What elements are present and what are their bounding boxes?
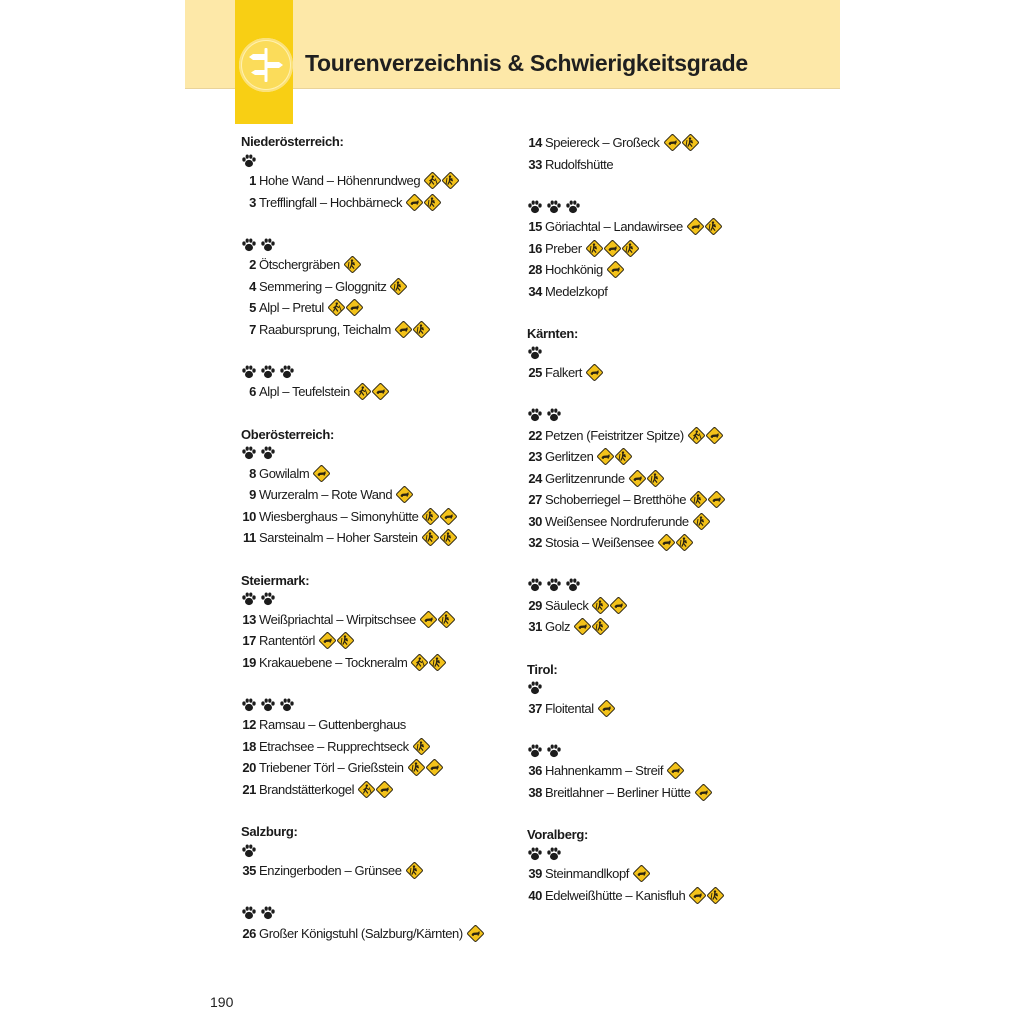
page-number: 190 (210, 994, 234, 1010)
tour-entry (241, 297, 506, 319)
tour-number: 7 (249, 321, 256, 337)
hiker-icon (438, 611, 456, 628)
tour-name: Stosia – Weißensee (545, 535, 654, 550)
dog-icon (319, 632, 337, 649)
signpost-icon (239, 38, 293, 92)
tour-number: 22 (528, 427, 542, 443)
region-heading: Salzburg: (241, 824, 298, 839)
tour-number: 24 (528, 470, 542, 486)
tour-name: Weißpriachtal – Wirpitschsee (259, 611, 416, 627)
tour-entry (527, 532, 792, 554)
dog-icon (597, 448, 615, 465)
dog-icon (346, 299, 364, 316)
dog-icon (440, 508, 458, 525)
dog-icon (706, 427, 724, 444)
section-gap (527, 302, 792, 324)
section-gap (241, 340, 506, 362)
section-gap (527, 803, 792, 825)
paw-icon (527, 680, 543, 696)
tour-name: Göriachtal – Landawirsee (545, 219, 683, 234)
hiker-icon (390, 278, 408, 295)
paw-icon (527, 199, 543, 215)
tour-entry (241, 463, 506, 485)
difficulty-rating (241, 362, 506, 381)
tour-name: Floitental (545, 700, 594, 716)
hiker-icon (413, 738, 431, 755)
tour-entry (241, 757, 506, 779)
section-gap (241, 213, 506, 235)
tour-number: 12 (242, 717, 256, 732)
paw-icon (527, 743, 543, 759)
tour-name: Gerlitzenrunde (545, 470, 625, 486)
walker-icon (411, 654, 429, 671)
tour-number: 2 (249, 257, 256, 272)
tour-entry (527, 511, 792, 533)
dog-icon (604, 240, 622, 257)
tour-number: 30 (528, 513, 542, 529)
difficulty-rating (241, 151, 506, 170)
hiker-icon (344, 256, 362, 273)
tour-entry (241, 381, 506, 403)
hiker-icon (442, 172, 460, 189)
paw-icon (527, 577, 543, 593)
tour-name: Hochkönig (545, 262, 603, 277)
tour-entry (527, 281, 792, 303)
tour-number: 18 (242, 738, 256, 754)
tour-number: 5 (249, 300, 256, 315)
dog-icon (607, 261, 625, 278)
dog-icon (687, 218, 705, 235)
region-heading: Steiermark: (241, 572, 310, 588)
tour-name: Großer Königstuhl (Salzburg/Kärnten) (259, 925, 463, 941)
tour-name: Ramsau – Guttenberghaus (259, 717, 406, 732)
hiker-icon (408, 759, 426, 776)
tour-entry (241, 630, 506, 652)
tour-entry (241, 276, 506, 298)
tour-number: 27 (528, 492, 542, 507)
tour-name: Brandstätterkogel (259, 781, 355, 797)
tour-entry (527, 782, 792, 804)
tour-entry (241, 192, 506, 214)
tour-entry (241, 714, 506, 736)
paw-icon (527, 407, 543, 423)
tour-number: 17 (242, 633, 256, 648)
hiker-icon (337, 632, 355, 649)
tour-number: 38 (528, 784, 542, 800)
tour-entry (527, 446, 792, 468)
section-gap (241, 403, 506, 425)
tour-number: 28 (528, 262, 542, 277)
tour-list-left (241, 132, 506, 944)
tour-number: 23 (528, 449, 542, 464)
tour-name: Preber (545, 240, 582, 256)
region-heading: Oberösterreich: (241, 426, 335, 442)
tour-number: 21 (242, 781, 256, 797)
paw-icon (241, 237, 257, 253)
paw-icon (260, 237, 276, 253)
dog-icon (610, 597, 628, 614)
tour-entry (241, 779, 506, 801)
tour-name: Gerlitzen (545, 449, 594, 464)
tour-number: 11 (243, 530, 256, 545)
tour-number: 1 (249, 173, 256, 188)
hiker-icon (682, 134, 700, 151)
tour-number: 39 (528, 866, 542, 881)
tour-name: Krakauebene – Tockneralm (259, 654, 408, 670)
paw-icon (260, 591, 276, 607)
hiker-icon (592, 597, 610, 614)
tour-number: 15 (528, 219, 542, 234)
hiker-icon (440, 529, 458, 546)
paw-icon (241, 364, 257, 380)
hiker-icon (406, 862, 424, 879)
dog-icon (406, 194, 424, 211)
difficulty-rating (527, 741, 792, 760)
hiker-icon (622, 240, 640, 257)
tour-number: 6 (249, 384, 256, 399)
section-gap (527, 175, 792, 197)
difficulty-rating (527, 197, 792, 216)
tour-entry (527, 154, 792, 176)
dog-icon (467, 925, 485, 942)
hiker-icon (676, 534, 694, 551)
paw-icon (241, 445, 257, 461)
hiker-icon (424, 194, 442, 211)
tour-number: 29 (528, 597, 542, 613)
section-gap (241, 673, 506, 695)
tour-entry (527, 259, 792, 281)
difficulty-rating (527, 679, 792, 698)
tour-entry (241, 923, 506, 945)
tour-entry (527, 238, 792, 260)
tour-name: Petzen (Feistritzer Spitze) (545, 427, 684, 443)
tour-name: Golz (545, 619, 571, 634)
paw-icon (546, 743, 562, 759)
tour-name: Sarsteinalm – Hoher Sarstein (259, 530, 418, 545)
tour-number: 26 (242, 925, 256, 941)
tour-entry (241, 860, 506, 882)
hiker-icon (693, 513, 711, 530)
tour-entry (527, 885, 792, 907)
tour-number: 16 (528, 240, 542, 256)
walker-icon (358, 781, 376, 798)
tour-entry (527, 698, 792, 720)
tour-entry (241, 736, 506, 758)
dog-icon (396, 486, 414, 503)
tour-entry (241, 319, 506, 341)
tour-number: 35 (242, 863, 256, 878)
difficulty-rating (241, 904, 506, 923)
tour-entry (527, 468, 792, 490)
hiker-icon (429, 654, 447, 671)
tour-name: Breitlahner – Berliner Hütte (545, 784, 691, 800)
tour-number: 9 (249, 487, 256, 502)
difficulty-rating (527, 844, 792, 863)
paw-icon (260, 445, 276, 461)
tour-name: Triebener Törl – Grießstein (259, 760, 404, 775)
tour-entry (527, 863, 792, 885)
tour-name: Ötschergräben (259, 257, 340, 272)
tour-entry (241, 527, 506, 549)
paw-icon (260, 697, 276, 713)
tour-entry (527, 595, 792, 617)
tour-name: Rantentörl (259, 633, 315, 648)
paw-icon (279, 697, 295, 713)
tour-number: 31 (528, 619, 542, 634)
dog-icon (420, 611, 438, 628)
tour-name: Steinmandlkopf (545, 866, 630, 881)
difficulty-rating (527, 406, 792, 425)
tour-name: Schoberriegel – Bretthöhe (545, 492, 687, 507)
tour-entry (241, 652, 506, 674)
tour-name: Medelzkopf (545, 283, 608, 299)
hiker-icon (413, 321, 431, 338)
tour-name: Weißensee Nordruferunde (545, 513, 689, 529)
walker-icon (688, 427, 706, 444)
region-heading: Niederösterreich: (241, 134, 344, 149)
tour-number: 3 (249, 194, 256, 210)
paw-icon (260, 364, 276, 380)
section-gap (527, 384, 792, 406)
difficulty-rating (241, 444, 506, 463)
page-title: Tourenverzeichnis & Schwierigkeitsgrade (305, 50, 748, 76)
section-gap (527, 638, 792, 660)
tour-number: 32 (528, 535, 542, 550)
tour-number: 40 (528, 887, 542, 903)
tour-name: Wiesberghaus – Simonyhütte (259, 508, 419, 524)
section-gap (527, 719, 792, 741)
tour-number: 25 (528, 365, 542, 380)
tour-number: 10 (242, 508, 256, 524)
difficulty-rating (527, 343, 792, 362)
hiker-icon (615, 448, 633, 465)
paw-icon (527, 846, 543, 862)
walker-icon (424, 172, 442, 189)
hiker-icon (690, 491, 708, 508)
tour-entry (527, 132, 792, 154)
paw-icon (565, 577, 581, 593)
tour-entry (527, 216, 792, 238)
dog-icon (689, 887, 707, 904)
tour-name: Hohe Wand – Höhenrundweg (259, 173, 421, 188)
region-heading: Tirol: (527, 661, 558, 677)
tour-name: Hahnenkamm – Streif (545, 763, 664, 778)
walker-icon (328, 299, 346, 316)
tour-name: Säuleck (545, 597, 589, 613)
tour-name: Etrachsee – Rupprechtseck (259, 738, 409, 754)
dog-icon (664, 134, 682, 151)
hiker-icon (592, 618, 610, 635)
paw-icon (546, 199, 562, 215)
tour-number: 34 (528, 283, 542, 299)
tour-name: Raabursprung, Teichalm (259, 321, 391, 337)
tour-name: Semmering – Gloggnitz (259, 278, 387, 294)
section-gap (527, 554, 792, 576)
tour-name: Speiereck – Großeck (545, 135, 660, 150)
hiker-icon (422, 508, 440, 525)
paw-icon (546, 407, 562, 423)
tour-number: 8 (249, 465, 256, 481)
section-gap (241, 800, 506, 822)
tour-name: Edelweißhütte – Kanisfluh (545, 887, 686, 903)
tour-number: 13 (242, 611, 256, 627)
paw-icon (241, 697, 257, 713)
difficulty-rating (241, 235, 506, 254)
tour-name: Trefflingfall – Hochbärneck (259, 194, 403, 210)
paw-icon (527, 345, 543, 361)
tour-number: 20 (242, 760, 256, 775)
hiker-icon (586, 240, 604, 257)
tour-entry (241, 484, 506, 506)
tour-entry (527, 489, 792, 511)
tour-entry (527, 425, 792, 447)
tour-name: Gowilalm (259, 465, 310, 481)
tour-name: Rudolfshütte (545, 156, 614, 172)
dog-icon (372, 383, 390, 400)
paw-icon (241, 905, 257, 921)
dog-icon (426, 759, 444, 776)
hiker-icon (707, 887, 725, 904)
walker-icon (354, 383, 372, 400)
dog-icon (586, 364, 604, 381)
tour-number: 33 (528, 156, 542, 172)
difficulty-rating (241, 695, 506, 714)
tour-entry (241, 170, 506, 192)
paw-icon (241, 153, 257, 169)
tour-number: 37 (528, 700, 542, 716)
tour-entry (241, 506, 506, 528)
hiker-icon (647, 470, 665, 487)
tour-entry (527, 616, 792, 638)
dog-icon (598, 700, 616, 717)
section-gap (241, 549, 506, 571)
tour-name: Alpl – Teufelstein (259, 384, 350, 399)
tour-name: Alpl – Pretul (259, 300, 324, 315)
paw-icon (241, 591, 257, 607)
dog-icon (629, 470, 647, 487)
tour-number: 36 (528, 763, 542, 778)
tour-name: Enzingerboden – Grünsee (259, 863, 402, 878)
dog-icon (376, 781, 394, 798)
paw-icon (279, 364, 295, 380)
dog-icon (667, 762, 685, 779)
dog-icon (708, 491, 726, 508)
tour-entry (241, 609, 506, 631)
section-gap (241, 882, 506, 904)
tour-name: Falkert (545, 365, 582, 380)
region-heading: Kärnten: (527, 326, 579, 341)
book-page (185, 0, 840, 1024)
tour-list-right (527, 132, 792, 906)
paw-icon (546, 577, 562, 593)
difficulty-rating (527, 576, 792, 595)
hiker-icon (422, 529, 440, 546)
tour-number: 4 (249, 278, 256, 294)
dog-icon (633, 865, 651, 882)
difficulty-rating (241, 590, 506, 609)
hiker-icon (705, 218, 723, 235)
region-heading: Voralberg: (527, 827, 589, 842)
paw-icon (260, 905, 276, 921)
paw-icon (565, 199, 581, 215)
dog-icon (313, 465, 331, 482)
difficulty-rating (241, 841, 506, 860)
dog-icon (395, 321, 413, 338)
tour-number: 19 (242, 654, 256, 670)
tour-name: Wurzeralm – Rote Wand (259, 487, 393, 502)
paw-icon (546, 846, 562, 862)
tour-entry (527, 760, 792, 782)
dog-icon (574, 618, 592, 635)
dog-icon (695, 784, 713, 801)
paw-icon (241, 843, 257, 859)
dog-icon (658, 534, 676, 551)
tour-entry (527, 362, 792, 384)
tour-number: 14 (528, 135, 542, 150)
tour-entry (241, 254, 506, 276)
